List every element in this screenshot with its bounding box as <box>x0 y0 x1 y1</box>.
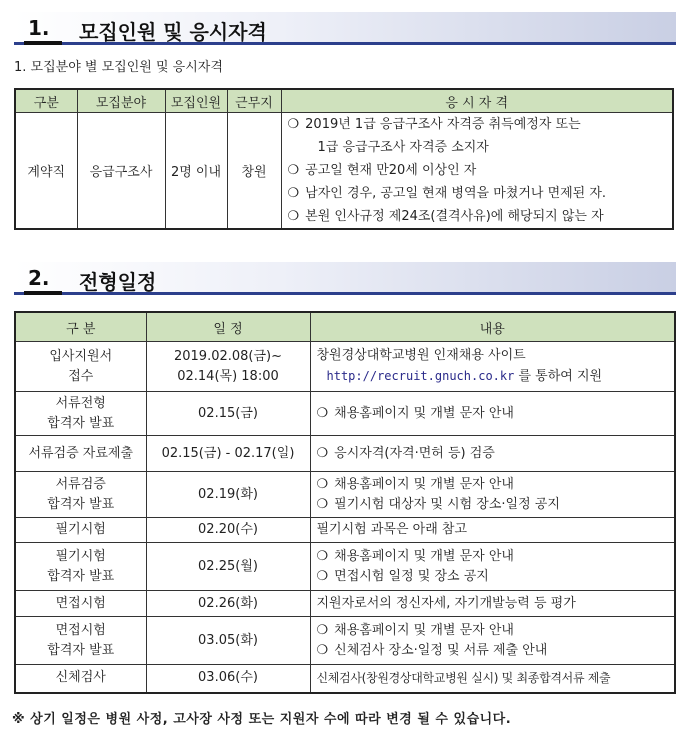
category-line: 합격자 발표 <box>47 642 115 658</box>
section-number-underline <box>24 291 62 295</box>
category-line: 서류전형 <box>55 395 106 411</box>
cell-content <box>310 392 675 436</box>
circle-bullet-icon: ❍ <box>316 642 329 658</box>
cell-content: 지원자로서의 정신자세, 자기개발능력 등 평가 <box>310 591 675 617</box>
cell-category <box>15 342 146 392</box>
circle-bullet-icon: ❍ <box>316 476 329 492</box>
header-category: 구 분 <box>15 312 146 342</box>
sub-title: 1. 모집분야 별 모집인원 및 응시자격 <box>14 60 223 75</box>
cell-date: 02.15(금) - 02.17(일) <box>146 436 310 472</box>
cell-category: 면접시험 <box>15 591 146 617</box>
header-field: 모집분야 <box>77 89 165 113</box>
content-line <box>317 547 671 567</box>
qualification-line <box>288 113 667 136</box>
qualification-text: 공고일 현재 만20세 이상인 자 <box>305 163 477 178</box>
header-date: 일 정 <box>146 312 310 342</box>
category-line: 서류검증 <box>55 476 106 492</box>
content-text: 채용홈페이지 및 개별 문자 안내 <box>334 476 514 492</box>
cell-date: 02.15(금) <box>146 392 310 436</box>
content-text: 채용홈페이지 및 개별 문자 안내 <box>334 622 514 638</box>
cell-date: 02.25(월) <box>146 543 310 591</box>
content-text: 응시자격(자격·면허 등) 검증 <box>334 445 495 461</box>
cell-date: 03.06(수) <box>146 665 310 693</box>
cell-date: 02.26(화) <box>146 591 310 617</box>
content-line <box>317 495 671 515</box>
category-line: 합격자 발표 <box>47 568 115 584</box>
circle-bullet-icon: ❍ <box>316 548 329 564</box>
schedule-table <box>14 311 676 694</box>
date-line: 02.14(목) 18:00 <box>177 368 279 384</box>
content-text: 채용홈페이지 및 개별 문자 안내 <box>334 548 514 564</box>
table-row <box>15 617 675 665</box>
header-count: 모집인원 <box>165 89 227 113</box>
table-row <box>15 392 675 436</box>
table-row <box>15 472 675 518</box>
qualification-line <box>288 182 667 205</box>
cell-date <box>146 342 310 392</box>
section-number: 2. <box>28 266 50 290</box>
section-title: 전형일정 <box>79 270 157 294</box>
section-1-header <box>14 12 676 44</box>
content-text: 필기시험 대상자 및 시험 장소·일정 공지 <box>334 496 560 512</box>
qualification-text: 2019년 1급 응급구조사 자격증 취득예정자 또는 <box>305 117 581 132</box>
header-location: 근무지 <box>227 89 281 113</box>
cell-content <box>310 342 675 392</box>
date-line: 2019.02.08(금)~ <box>173 348 283 364</box>
table-row <box>15 543 675 591</box>
qualification-line <box>288 136 667 159</box>
cell-content <box>310 617 675 665</box>
qualification-text: 1급 응급구조사 자격증 소지자 <box>317 140 489 155</box>
section-number: 1. <box>28 16 50 40</box>
category-line: 필기시험 <box>55 548 106 564</box>
footnote: ※ 상기 일정은 병원 사정, 고사장 사정 또는 지원자 수에 따라 변경 될 수 있습니다. <box>12 712 512 727</box>
cell-date: 03.05(화) <box>146 617 310 665</box>
table-row <box>15 518 675 543</box>
table-header-row <box>15 312 675 342</box>
header-content: 내용 <box>310 312 675 342</box>
content-line: 창원경상대학교병원 인재채용 사이트 <box>316 348 526 363</box>
cell-category <box>15 392 146 436</box>
cell-content <box>310 543 675 591</box>
cell-category: 필기시험 <box>15 518 146 543</box>
section-2-header <box>14 262 676 294</box>
content-text: 신체검사 장소·일정 및 서류 제출 안내 <box>334 642 548 658</box>
cell-content <box>310 436 675 472</box>
cell-content: 필기시험 과목은 아래 참고 <box>310 518 675 543</box>
cell-type: 계약직 <box>15 113 77 230</box>
cell-date: 02.20(수) <box>146 518 310 543</box>
qualification-line <box>288 205 667 228</box>
qualification-line <box>288 159 667 182</box>
table-row <box>15 342 675 392</box>
cell-date: 02.19(화) <box>146 472 310 518</box>
table-row <box>15 436 675 472</box>
cell-category <box>15 543 146 591</box>
cell-category: 신체검사 <box>15 665 146 693</box>
table-header-row <box>15 89 673 113</box>
table-row <box>15 591 675 617</box>
cell-category: 서류검증 자료제출 <box>15 436 146 472</box>
cell-category <box>15 617 146 665</box>
category-line: 합격자 발표 <box>47 496 115 512</box>
category-line: 입사지원서 <box>49 348 113 364</box>
circle-bullet-icon: ❍ <box>316 405 329 421</box>
category-line: 면접시험 <box>55 622 106 638</box>
section-number-underline <box>24 41 62 45</box>
content-line <box>317 641 671 661</box>
category-line: 접수 <box>68 368 94 384</box>
recruit-site-link[interactable]: http://recruit.gnuch.co.kr <box>326 369 515 383</box>
content-line <box>317 366 671 387</box>
cell-category <box>15 472 146 518</box>
qualification-text: 본원 인사규정 제24조(결격사유)에 해당되지 않는 자 <box>305 209 604 224</box>
header-type: 구분 <box>15 89 77 113</box>
content-line <box>317 567 671 587</box>
circle-bullet-icon: ❍ <box>316 568 329 584</box>
circle-bullet-icon: ❍ <box>287 209 300 224</box>
header-qualifications: 응 시 자 격 <box>281 89 673 113</box>
qualification-text: 남자인 경우, 공고일 현재 병역을 마쳤거나 면제된 자. <box>305 186 607 201</box>
cell-qualifications <box>281 113 673 230</box>
content-text: 면접시험 일정 및 장소 공지 <box>334 568 489 584</box>
cell-content <box>310 472 675 518</box>
cell-content: 신체검사(창원경상대학교병원 실시) 및 최종합격서류 제출 <box>310 665 675 693</box>
content-line <box>317 621 671 641</box>
recruitment-table <box>14 88 674 230</box>
section-title: 모집인원 및 응시자격 <box>79 20 267 44</box>
cell-field: 응급구조사 <box>77 113 165 230</box>
circle-bullet-icon: ❍ <box>316 445 329 461</box>
cell-location: 창원 <box>227 113 281 230</box>
cell-count: 2명 이내 <box>165 113 227 230</box>
circle-bullet-icon: ❍ <box>316 496 329 512</box>
table-row <box>15 665 675 693</box>
circle-bullet-icon: ❍ <box>287 117 300 132</box>
category-line: 합격자 발표 <box>47 415 115 431</box>
circle-bullet-icon: ❍ <box>287 163 300 178</box>
circle-bullet-icon: ❍ <box>287 186 300 201</box>
content-text: 채용홈페이지 및 개별 문자 안내 <box>334 405 514 421</box>
circle-bullet-icon: ❍ <box>316 622 329 638</box>
content-text: 를 통하여 지원 <box>514 369 603 384</box>
table-row <box>15 113 673 230</box>
content-line <box>317 475 671 495</box>
